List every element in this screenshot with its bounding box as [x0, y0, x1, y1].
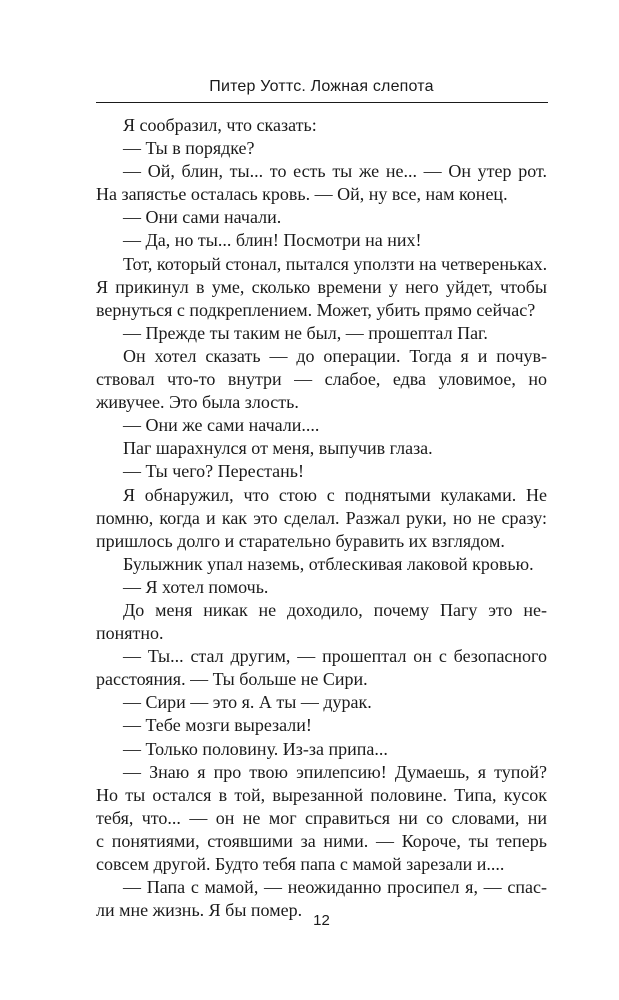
- page-number: 12: [313, 912, 330, 929]
- text-line: — Они же сами начали....: [123, 415, 320, 436]
- text-line: с понятиями, стоявшими за ними. — Короче, ты теперь: [96, 830, 547, 851]
- text-line: ли мне жизнь. Я бы помер.: [96, 900, 303, 921]
- text-line: Но ты остался в той, вырезанной половине. Типа, кусок: [96, 784, 547, 805]
- text-line: — Я хотел помочь.: [123, 576, 269, 597]
- text-line: Паг шарахнулся от меня, выпучив глаза.: [123, 438, 433, 459]
- body-text: [96, 114, 547, 922]
- text-line: Булыжник упал наземь, отблескивая лаковой кровью.: [123, 553, 534, 574]
- text-line: тебя, что... — он не мог справиться ни со словами, ни: [96, 807, 547, 828]
- text-line: понятно.: [96, 623, 164, 644]
- text-line: — Тебе мозги вырезали!: [123, 715, 312, 736]
- text-line: совсем другой. Будто тебя папа с мамой зарезали и....: [96, 854, 505, 874]
- text-line: До меня никак не доходило, почему Пагу это не-: [123, 599, 547, 620]
- text-line: Я прикинул в уме, сколько времени у него уйдет, чтобы: [96, 276, 547, 297]
- text-line: — Ты в порядке?: [123, 138, 255, 159]
- text-line: расстояния. — Ты больше не Сири.: [96, 669, 368, 690]
- text-line: — Папа с мамой, — неожиданно просипел я, — спас-: [123, 877, 547, 898]
- text-line: — Они сами начали.: [123, 207, 282, 228]
- text-line: помню, когда и как это сделал. Разжал руки, но не сразу:: [96, 507, 547, 528]
- text-line: ствовал что-то внутри — слабое, едва уловимое, но: [96, 369, 547, 390]
- text-line: вернуться с подкреплением. Может, убить прямо сейчас?: [96, 299, 536, 320]
- text-line: — Только половину. Из-за припа...: [123, 738, 388, 759]
- text-line: — Сири — это я. А ты — дурак.: [123, 692, 372, 713]
- text-line: Он хотел сказать — до операции. Тогда я и почув-: [123, 345, 547, 366]
- text-line: — Ты... стал другим, — прошептал он с безопасного: [123, 646, 547, 667]
- text-line: — Ты чего? Перестань!: [123, 461, 304, 482]
- running-header: Питер Уоттс. Ложная слепота: [209, 78, 434, 95]
- text-line: — Ой, блин, ты... то есть ты же не... — Он утер рот.: [123, 161, 547, 182]
- text-line: Я сообразил, что сказать:: [123, 115, 317, 135]
- header-rule: [96, 102, 548, 103]
- text-line: — Прежде ты таким не был, — прошептал Паг.: [123, 322, 488, 343]
- text-line: — Знаю я про твою эпилепсию! Думаешь, я тупой?: [123, 761, 547, 782]
- text-line: Я обнаружил, что стою с поднятыми кулаками. Не: [123, 484, 547, 505]
- text-line: — Да, но ты... блин! Посмотри на них!: [123, 230, 422, 251]
- text-line: На запястье осталась кровь. — Ой, ну все, нам конец.: [96, 184, 508, 205]
- text-line: пришлось долго и старательно буравить их взглядом.: [96, 530, 505, 551]
- text-line: живучее. Это была злость.: [96, 392, 299, 413]
- text-line: Тот, который стонал, пытался уползти на четвереньках.: [123, 253, 548, 274]
